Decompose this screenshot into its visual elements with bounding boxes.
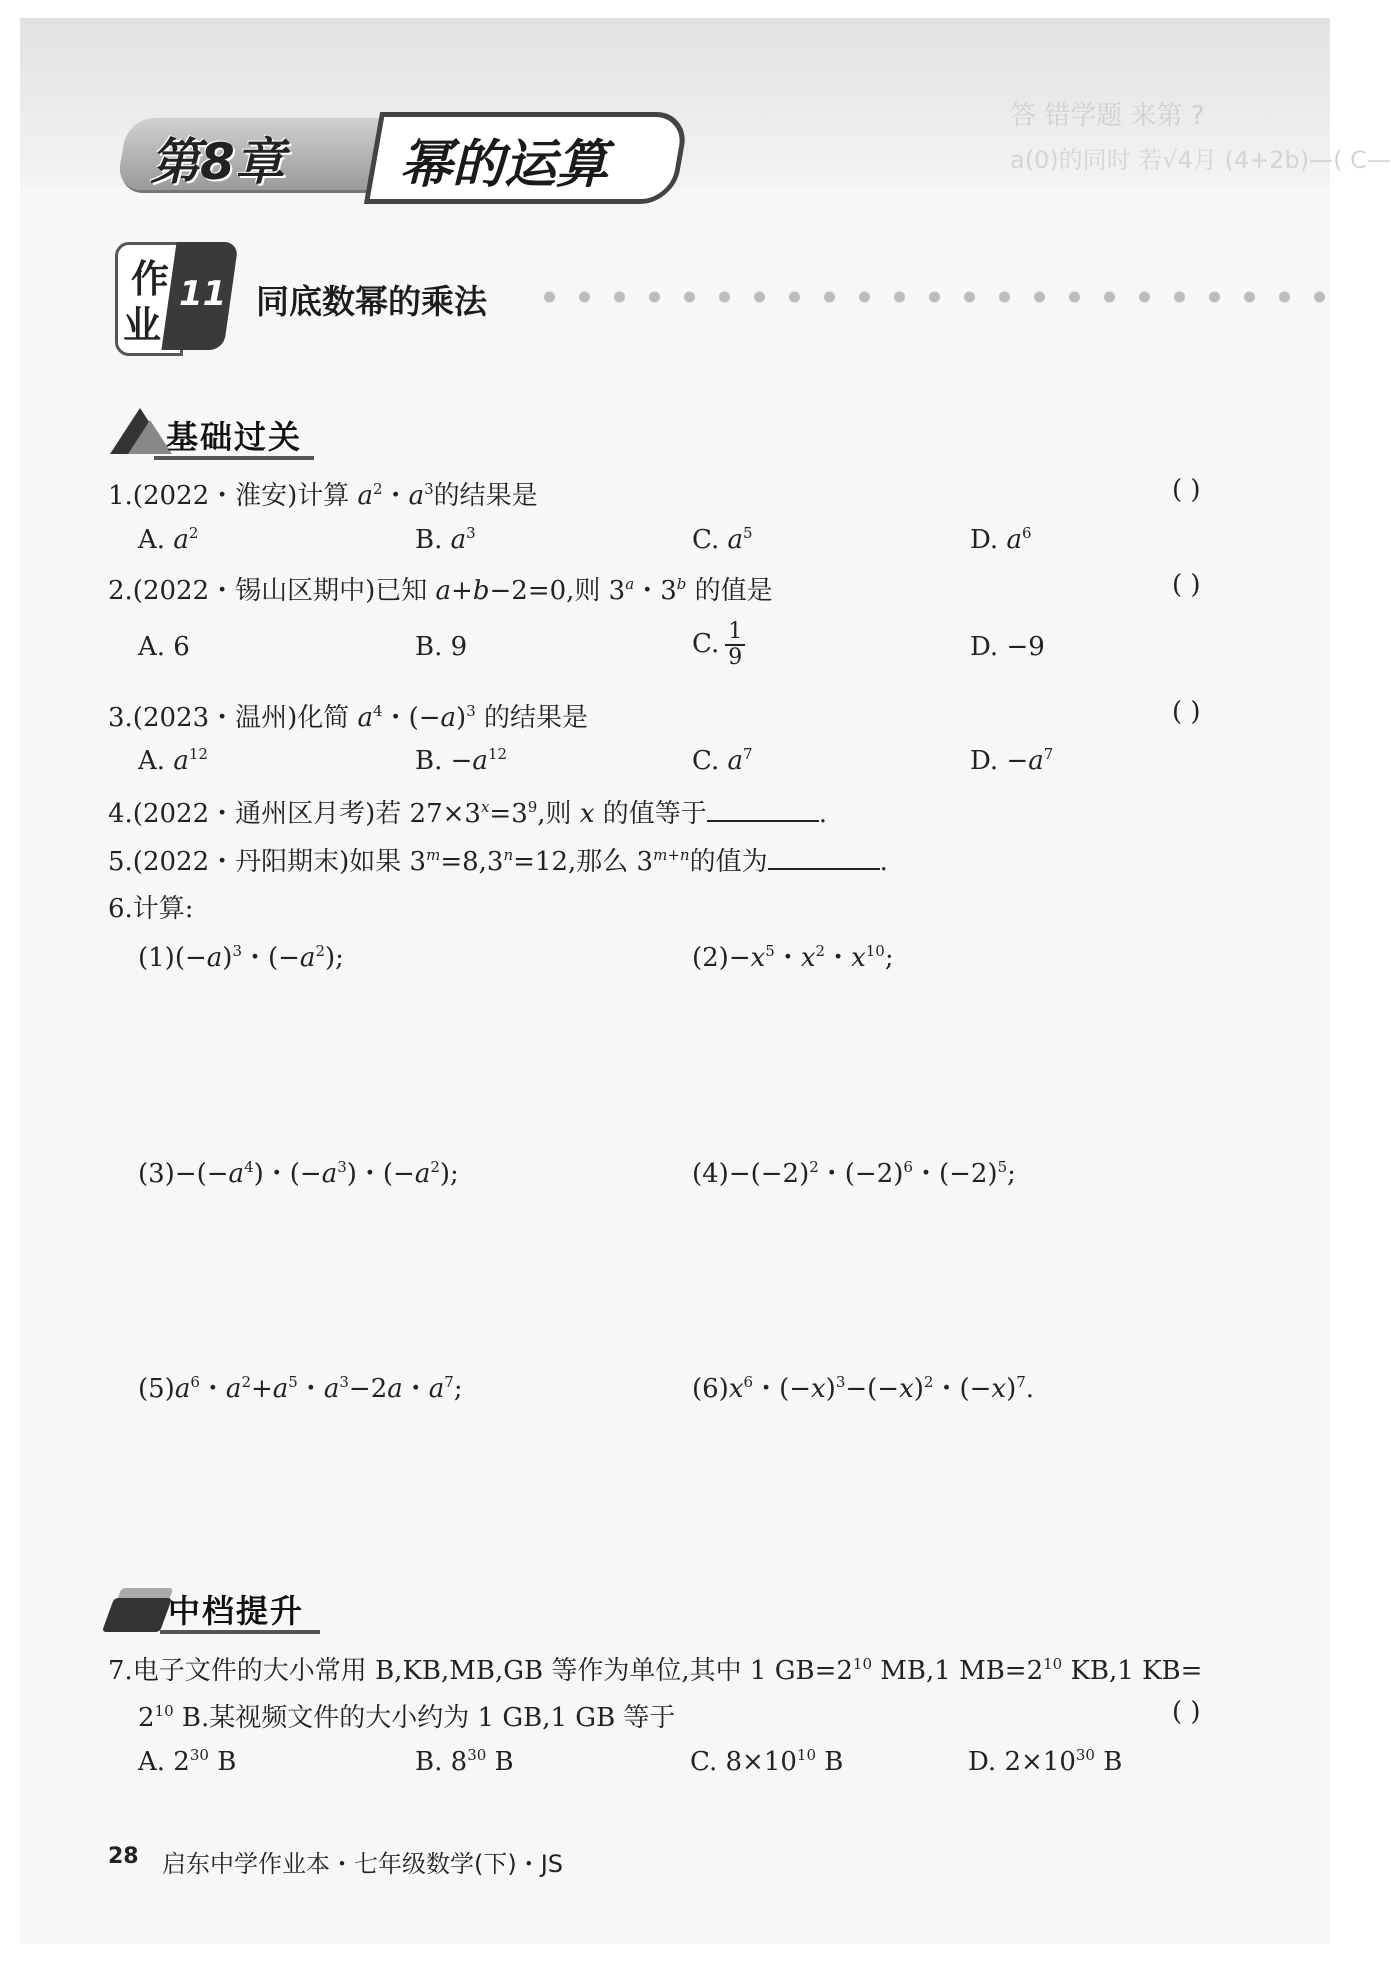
q7-option-b[interactable]: B. $8^{30}$ B: [415, 1746, 514, 1777]
section-underline-2: [160, 1630, 320, 1634]
section-heading-basic: [110, 408, 320, 462]
question-5-stem: 5.(2022・丹阳期末)如果 $3^m=8,3^n=12$,那么 $3^{m+n}$的值为 .: [108, 846, 888, 877]
fraction-denominator: 9: [728, 645, 743, 670]
chapter-title: 幂的运算: [400, 135, 609, 195]
homework-badge-char-2: 业: [123, 303, 162, 347]
q6-part-6: $(6)x^6$・$(-x)^3-(-x)^2$・$(-x)^7$.: [692, 1373, 1035, 1404]
bleed-through-text-top: 答 错学题 来第 ?: [1010, 101, 1205, 131]
fraction-numerator: 1: [725, 620, 745, 646]
q1-option-d[interactable]: D. $a^6$: [970, 524, 1032, 555]
question-1-stem: 1.(2022・淮安)计算 $a^2$・$a^3$的结果是: [108, 480, 538, 511]
q2-option-c-label: C.: [692, 629, 720, 659]
question-7-stem-line1: 7.电子文件的大小常用 B,KB,MB,GB 等作为单位,其中 1 $GB=2^{10}$ MB,1 $MB=2^{10}$ KB,1 KB=: [108, 1655, 1203, 1686]
answer-paren-q7[interactable]: ( ): [1172, 1697, 1201, 1727]
answer-paren-q1[interactable]: ( ): [1172, 475, 1201, 505]
book-title: 启东中学作业本・七年级数学(下)・JS: [162, 1850, 564, 1878]
q2-option-b[interactable]: B. 9: [415, 632, 468, 662]
q3-option-d[interactable]: D. $-a^7$: [970, 745, 1054, 776]
section-title-intermediate: 中档提升: [168, 1592, 305, 1630]
chapter-number: 第8章: [150, 133, 285, 191]
bleed-through-text-bottom: a(0)的同时 若√4月 (4+2b)—( C—: [1010, 146, 1391, 174]
q6-part-1: $(1)(-a)^3$・$(-a^2)$;: [138, 942, 344, 973]
q1-option-c[interactable]: C. $a^5$: [692, 524, 753, 555]
homework-badge-char-1: 作: [131, 257, 170, 301]
q2-option-c[interactable]: [692, 620, 745, 670]
question-7-stem-line2: $2^{10}$ B.某视频文件的大小约为 1 GB,1 GB 等于: [138, 1702, 676, 1733]
answer-blank-q4[interactable]: [707, 798, 819, 822]
lesson-title: 同底数幂的乘法: [256, 282, 487, 321]
question-3-stem: 3.(2023・温州)化简 $a^4$・$(-a)^3$ 的结果是: [108, 702, 589, 733]
q6-part-4: $(4)-(-2)^2$・$(-2)^6$・$(-2)^5$;: [692, 1158, 1016, 1189]
homework-number: 11: [179, 274, 227, 314]
section-title-basic: 基础过关: [166, 418, 303, 456]
q6-part-5: $(5)a^6$・$a^2+a^5$・$a^3-2a$・$a^7$;: [138, 1373, 463, 1404]
section-icon-front: [102, 1598, 172, 1632]
question-2-stem: 2.(2022・锡山区期中)已知 a+b−2=0,则 3$^a$・3$^b$ 的值是: [108, 575, 773, 606]
section-underline: [154, 456, 314, 460]
question-4-stem: 4.(2022・通州区月考)若 $27\times 3^x=3^9$,则 x 的值等于 .: [108, 798, 828, 829]
dotted-divider: [532, 290, 1332, 304]
q3-option-b[interactable]: B. $-a^{12}$: [415, 745, 508, 776]
fraction-one-ninth: [725, 620, 745, 670]
homework-badge: [115, 242, 233, 350]
answer-paren-q2[interactable]: ( ): [1172, 570, 1201, 600]
q6-part-3: $(3)-(-a^4)$・$(-a^3)$・$(-a^2)$;: [138, 1158, 459, 1189]
answer-paren-q3[interactable]: ( ): [1172, 697, 1201, 727]
section-heading-intermediate: [108, 1582, 318, 1636]
q1-option-b[interactable]: B. $a^3$: [415, 524, 476, 555]
question-6-stem: 6.计算:: [108, 894, 194, 924]
q5-period: .: [879, 847, 888, 877]
q2-option-d[interactable]: D. −9: [970, 632, 1045, 662]
q4-period: .: [818, 799, 828, 829]
q6-part-2: $(2)-x^5$・$x^2$・$x^{10}$;: [692, 942, 894, 973]
q7-option-c[interactable]: C. $8\times 10^{10}$ B: [690, 1746, 844, 1777]
answer-blank-q5[interactable]: [768, 846, 880, 870]
q1-option-a[interactable]: A. $a^2$: [138, 524, 199, 555]
q7-option-d[interactable]: D. $2\times 10^{30}$ B: [968, 1746, 1123, 1777]
q7-option-a[interactable]: A. $2^{30}$ B: [138, 1746, 237, 1777]
q3-option-c[interactable]: C. $a^7$: [692, 745, 753, 776]
page-number: 28: [108, 1844, 139, 1869]
q2-option-a[interactable]: A. 6: [138, 632, 190, 662]
q3-option-a[interactable]: A. $a^{12}$: [138, 745, 208, 776]
